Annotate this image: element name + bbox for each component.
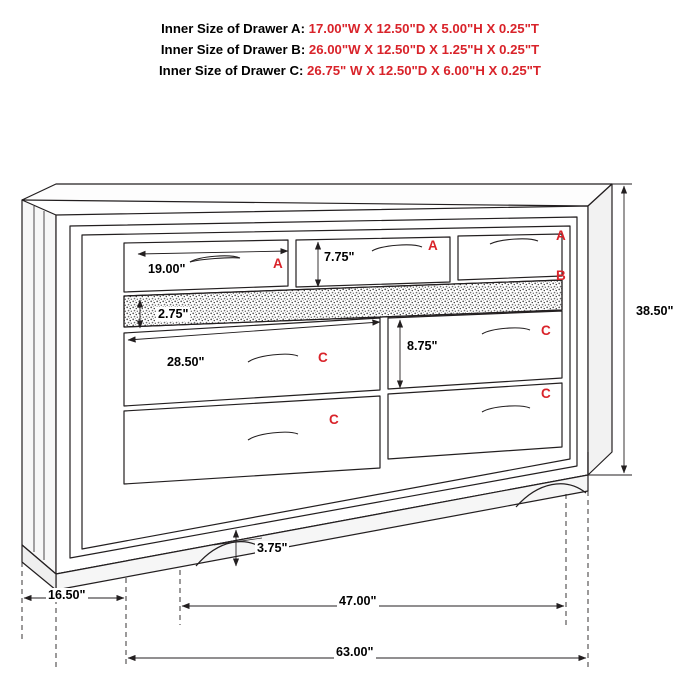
spec-value-drawer-a: 17.00"W X 12.50"D X 5.00"H X 0.25"T <box>304 21 539 36</box>
spec-value-drawer-c: 26.75" W X 12.50"D X 6.00"H X 0.25"T <box>303 63 541 78</box>
drawer-tag-a-left: A <box>273 256 283 271</box>
spec-value-drawer-b: 26.00"W X 12.50"D X 1.25"H X 0.25"T <box>305 42 540 57</box>
drawer-tag-b-right: B <box>556 268 566 283</box>
spec-label-drawer-a: Inner Size of Drawer A: <box>161 21 305 36</box>
drawer-tag-a-right: A <box>556 228 566 243</box>
dimension-label-63-00: 63.00" <box>336 645 374 659</box>
dimension-label-3-75: 3.75" <box>257 541 288 555</box>
dimension-label-47-00: 47.00" <box>339 594 377 608</box>
spec-label-drawer-c: Inner Size of Drawer C: <box>159 63 304 78</box>
dimension-label-19: 19.00" <box>148 262 186 276</box>
dimension-label-2-75: 2.75" <box>158 307 189 321</box>
dimension-label-16-50: 16.50" <box>48 588 86 602</box>
drawer-tag-a-middle: A <box>428 238 438 253</box>
dimension-label-38-50: 38.50" <box>636 304 674 318</box>
drawer-tag-c-lower-left: C <box>329 412 339 427</box>
spec-label-drawer-b: Inner Size of Drawer B: <box>160 42 306 57</box>
dimension-label-28-50: 28.50" <box>167 355 205 369</box>
drawer-tag-c-middle: C <box>318 350 328 365</box>
dimension-label-7-75: 7.75" <box>324 250 355 264</box>
drawer-tag-c-right-upper: C <box>541 323 551 338</box>
dimension-label-8-75: 8.75" <box>407 339 438 353</box>
drawer-tag-c-right-lower: C <box>541 386 551 401</box>
